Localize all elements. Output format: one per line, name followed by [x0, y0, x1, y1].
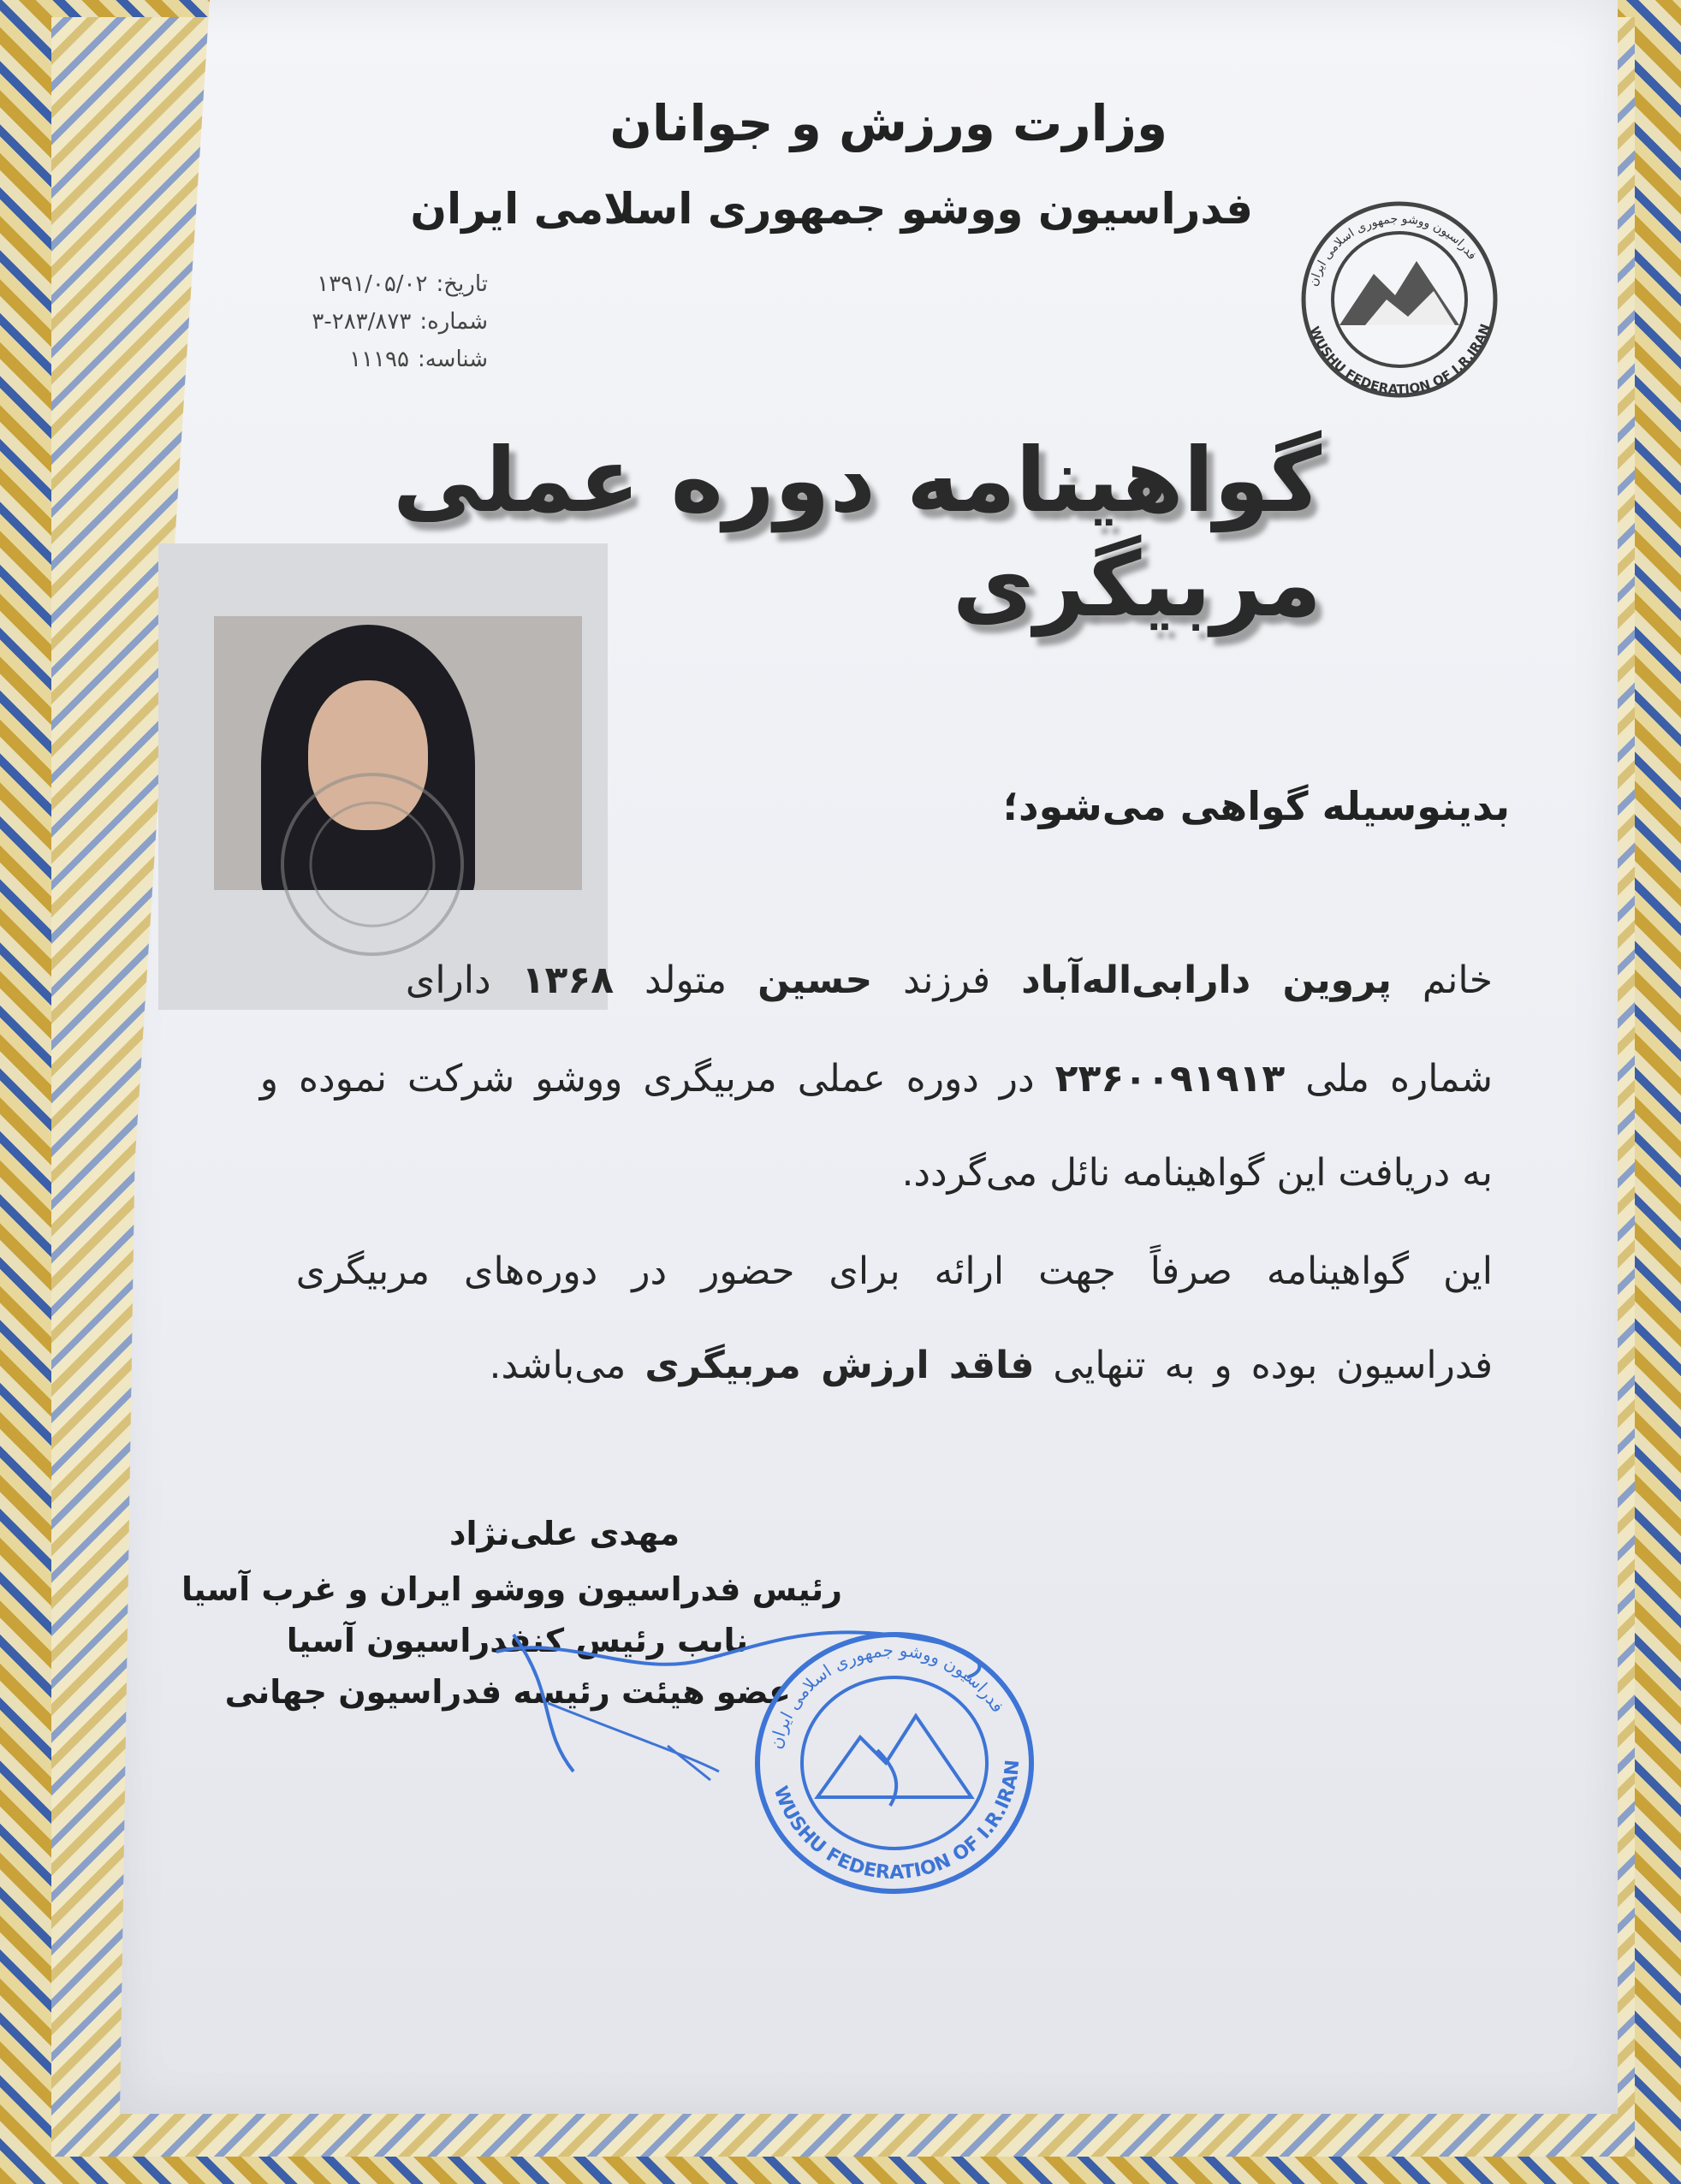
meta-date-value: ۱۳۹۱/۰۵/۰۲	[317, 271, 428, 297]
body-line-5-c: می‌باشد.	[489, 1344, 627, 1387]
logo-arc-fa: فدراسیون ووشو جمهوری اسلامی ایران	[1306, 211, 1479, 288]
certificate-title: گواهینامه دوره عملی مربیگری	[393, 428, 1322, 637]
stamp-arc-fa: فدراسیون ووشو جمهوری اسلامی ایران	[764, 1639, 1009, 1751]
stamp-arc-en: WUSHU FEDERATION OF I.R.IRAN	[769, 1759, 1025, 1884]
signatory-name: مهدی علی‌نژاد	[449, 1515, 680, 1552]
meta-number-label: شماره:	[419, 309, 488, 335]
father-name: حسین	[757, 958, 873, 1002]
holder-name: پروین دارابی‌اله‌آباد	[1021, 958, 1392, 1002]
meta-date	[265, 265, 488, 303]
body-child-of: فرزند	[903, 958, 991, 1002]
body-line-2	[140, 1057, 1493, 1101]
body-course-text: در دوره عملی مربیگری ووشو شرکت نموده و	[259, 1057, 1035, 1101]
federation-logo-icon	[1280, 197, 1519, 402]
official-stamp-icon	[732, 1622, 1057, 1904]
signatory-role-1: رئیس فدراسیون ووشو ایران و غرب آسیا	[181, 1570, 842, 1608]
body-line-5-bold: فاقد ارزش مربیگری	[644, 1344, 1035, 1387]
body-line-4: این گواهینامه صرفاً جهت ارائه برای حضور در دوره‌های مربیگری	[295, 1249, 1493, 1293]
photo-stamp-icon	[261, 762, 484, 967]
body-line-1	[140, 958, 1493, 1002]
signatory-role-2: نایب رئیس کنفدراسیون آسیا	[286, 1622, 748, 1659]
body-holding: دارای	[405, 958, 491, 1002]
logo-arc-en: WUSHU FEDERATION OF I.R.IRAN	[1306, 322, 1494, 398]
meta-number	[265, 303, 488, 341]
meta-id-label: شناسه:	[417, 347, 488, 372]
ministry-heading: وزارت ورزش و جوانان	[609, 94, 1167, 152]
body-national-id-label: شماره ملی	[1305, 1057, 1493, 1101]
national-id: ۲۳۶۰۰۹۱۹۱۳	[1054, 1057, 1286, 1101]
document-meta	[265, 265, 488, 378]
meta-id	[265, 341, 488, 378]
meta-number-value: ۳-۲۸۳/۸۷۳	[312, 309, 412, 335]
body-line-5-a: فدراسیون بوده و به تنهایی	[1053, 1344, 1493, 1387]
signatory-role-3: عضو هیئت رئیسه فدراسیون جهانی	[224, 1673, 791, 1711]
certify-heading: بدینوسیله گواهی می‌شود؛	[1002, 783, 1510, 829]
body-line-5	[140, 1344, 1493, 1387]
meta-date-label: تاریخ:	[436, 271, 488, 297]
federation-heading: فدراسیون ووشو جمهوری اسلامی ایران	[410, 184, 1253, 234]
birth-year: ۱۳۶۸	[521, 958, 615, 1002]
meta-id-value: ۱۱۱۹۵	[349, 347, 409, 372]
body-mrs: خانم	[1422, 958, 1493, 1002]
body-line-3: به دریافت این گواهینامه نائل می‌گردد.	[901, 1151, 1493, 1195]
body-born: متولد	[644, 958, 728, 1002]
